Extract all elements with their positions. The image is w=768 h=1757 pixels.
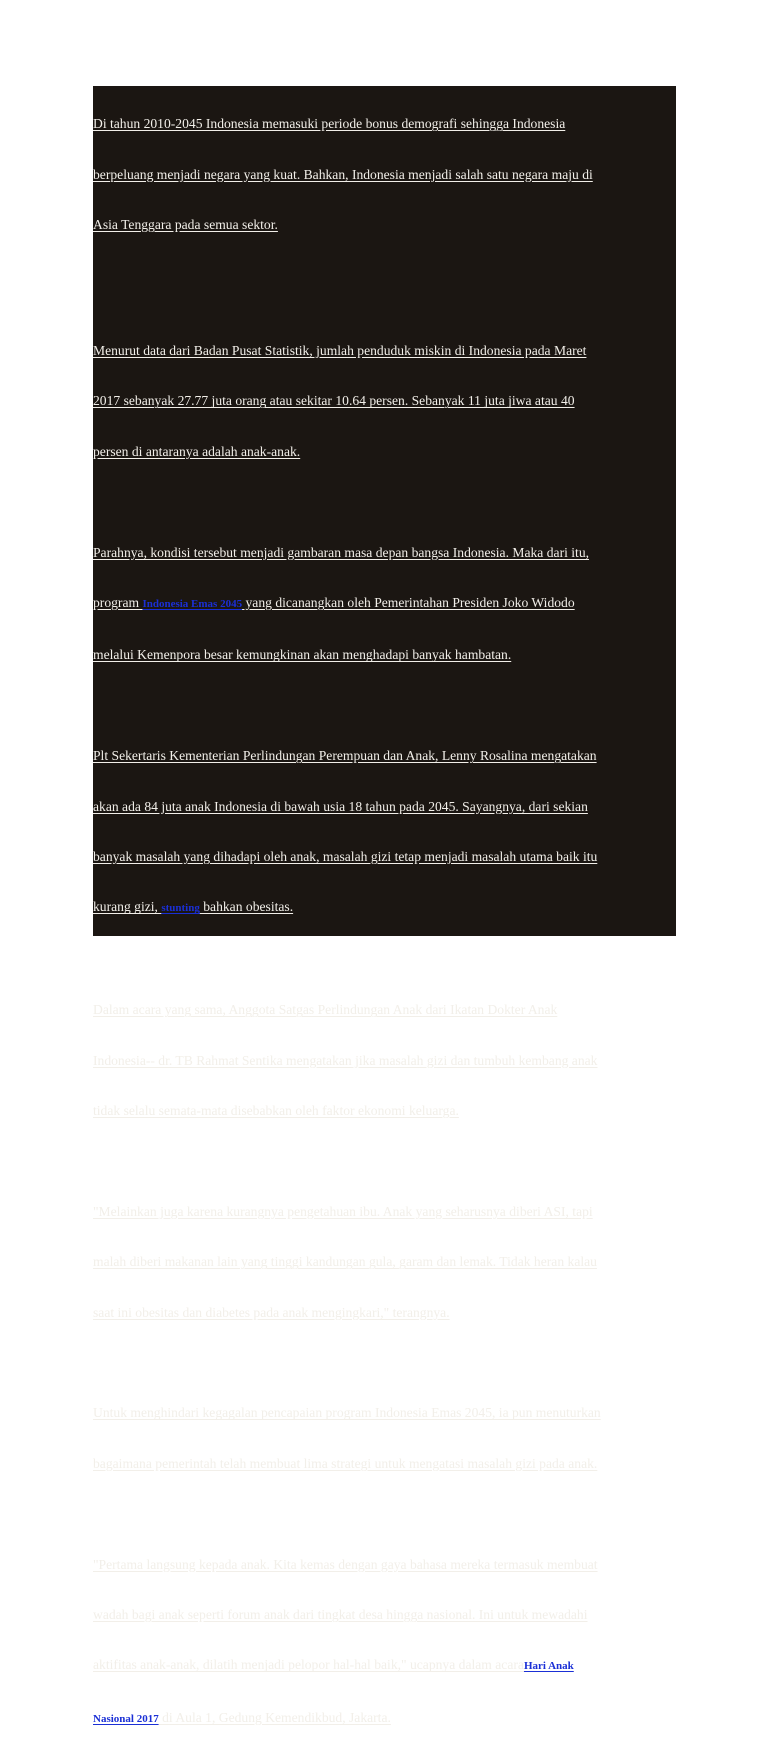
paragraph-4 <box>93 718 676 947</box>
paragraph-1 <box>93 86 676 262</box>
paragraph-2 <box>93 313 676 489</box>
text-line: melalui Kemenpora besar kemungkinan akan menghadapi banyak hambatan. <box>93 647 512 663</box>
text-line: Indonesia-- dr. TB Rahmat Sentika mengatakan jika masalah gizi dan tumbuh kembang anak <box>93 1052 598 1068</box>
text-line <box>93 590 676 617</box>
text-fragment: di Aula 1, Gedung Kemendikbud, Jakarta. <box>158 1709 391 1725</box>
text-line <box>93 894 676 921</box>
text-line <box>93 1705 676 1732</box>
text-fragment: bahkan obesitas. <box>199 899 294 915</box>
paragraph-5 <box>93 972 676 1148</box>
hari-anak-link[interactable]: Hari Anak <box>523 1660 574 1673</box>
paragraph-6 <box>93 1174 676 1350</box>
text-line: akan ada 84 juta anak Indonesia di bawah usia 18 tahun pada 2045. Sayangnya, dari sekian <box>93 798 588 814</box>
text-line: Di tahun 2010-2045 Indonesia memasuki periode bonus demografi sehingga Indonesia <box>93 116 566 132</box>
text-line: saat ini obesitas dan diabetes pada anak mengingkari," terangnya. <box>93 1304 450 1320</box>
text-line: Parahnya, kondisi tersebut menjadi gambaran masa depan bangsa Indonesia. Maka dari itu, <box>93 544 590 560</box>
article-text-block <box>93 86 676 1725</box>
text-fragment: yang dicanangkan oleh Pemerintahan Presiden Joko Widodo <box>242 595 575 611</box>
text-line: Untuk menghindari kegagalan pencapaian program Indonesia Emas 2045, ia pun menuturkan <box>93 1405 601 1421</box>
text-line: banyak masalah yang dihadapi oleh anak, masalah gizi tetap menjadi masalah utama baik itu <box>93 849 598 865</box>
text-line: bagaimana pemerintah telah membuat lima strategi untuk mengatasi masalah gizi pada anak. <box>93 1455 598 1471</box>
text-fragment: aktifitas anak-anak, dilatih menjadi pelopor hal-hal baik," ucapnya dalam acara <box>93 1657 524 1673</box>
text-fragment: program <box>93 595 143 611</box>
text-line: Dalam acara yang sama, Anggota Satgas Perlindungan Anak dari Ikatan Dokter Anak <box>93 1002 558 1018</box>
indonesia-emas-link[interactable]: Indonesia Emas 2045 <box>142 598 243 611</box>
text-line: wadah bagi anak seperti forum anak dari tingkat desa hingga nasional. Ini untuk mewadahi <box>93 1607 588 1623</box>
text-fragment: kurang gizi, <box>93 899 162 915</box>
text-line: "Pertama langsung kepada anak. Kita kemas dengan gaya bahasa mereka termasuk membuat <box>93 1556 598 1572</box>
paragraph-7 <box>93 1375 676 1501</box>
text-line: Asia Tenggara pada semua sektor. <box>93 217 278 233</box>
text-line: malah diberi makanan lain yang tinggi kandungan gula, garam dan lemak. Tidak heran kalau <box>93 1254 597 1270</box>
paragraph-8 <box>93 1526 676 1757</box>
text-line: persen di antaranya adalah anak-anak. <box>93 443 301 459</box>
text-line: tidak selalu semata-mata disebabkan oleh faktor ekonomi keluarga. <box>93 1103 459 1119</box>
text-line: berpeluang menjadi negara yang kuat. Bahkan, Indonesia menjadi salah satu negara maju di <box>93 166 593 182</box>
text-line: "Melainkan juga karena kurangnya pengetahuan ibu. Anak yang seharusnya diberi ASI, tapi <box>93 1203 593 1219</box>
paragraph-3 <box>93 514 676 692</box>
text-line: Menurut data dari Badan Pusat Statistik, jumlah penduduk miskin di Indonesia pada Maret <box>93 343 587 359</box>
text-line <box>93 1652 676 1679</box>
text-line: 2017 sebanyak 27.77 juta orang atau sekitar 10.64 persen. Sebanyak 11 juta jiwa atau 40 <box>93 393 575 409</box>
text-line: Plt Sekertaris Kementerian Perlindungan Perempuan dan Anak, Lenny Rosalina mengatakan <box>93 748 597 764</box>
stunting-link[interactable]: stunting <box>161 902 200 915</box>
hari-anak-nasional-link[interactable]: Nasional 2017 <box>93 1712 159 1725</box>
